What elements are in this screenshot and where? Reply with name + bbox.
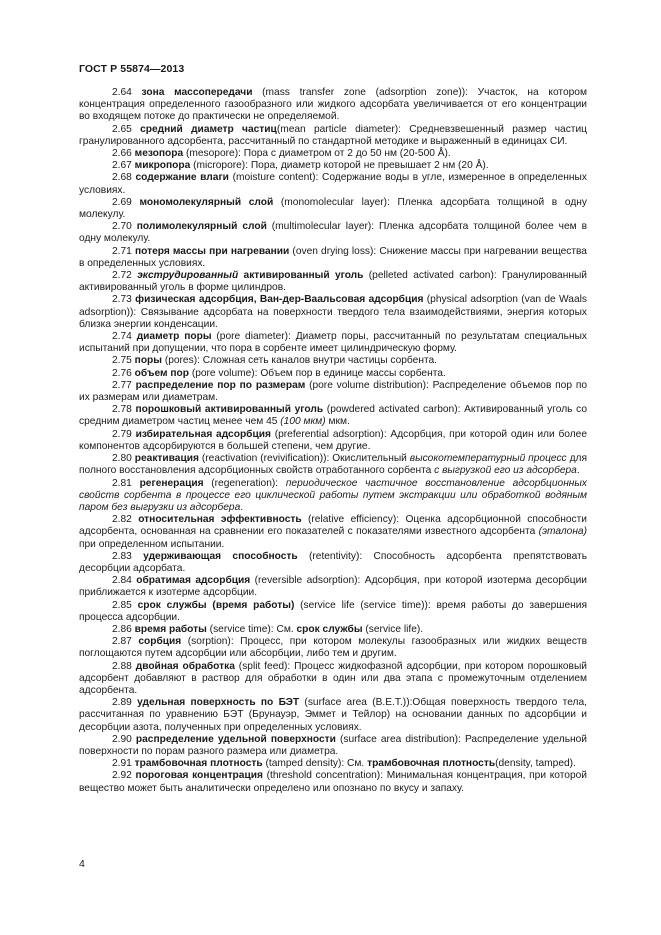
glossary-entry bbox=[79, 575, 587, 599]
glossary-entry bbox=[79, 514, 587, 551]
term-bold: объем пор bbox=[134, 367, 189, 379]
glossary-entry bbox=[79, 197, 587, 221]
definition-text: (service life). bbox=[362, 623, 424, 635]
definition-text: (pelleted activated carbon): Гранулированный активированный уголь в форме цилиндров. bbox=[79, 270, 587, 294]
entry-number: 2.66 bbox=[112, 148, 132, 160]
definition-text: (regeneration): bbox=[203, 477, 286, 489]
definition-text: (sorption): Процесс, при котором молекулы газообразных или жидких веществ поглощаются путем адсорбции или абсорбции, либо тем и другим. bbox=[79, 636, 587, 660]
glossary-entry bbox=[79, 221, 587, 245]
glossary-entry bbox=[79, 160, 587, 172]
glossary-entry bbox=[79, 478, 587, 515]
entry-number: 2.73 bbox=[112, 294, 132, 306]
term-bold: реактивация bbox=[134, 453, 199, 465]
definition-text: (mean particle diameter): Средневзвешенный размер частиц гранулированного адсорбента, рассчитанный по стандартной методике и выраженный в единицах СИ. bbox=[79, 123, 587, 147]
document-header: ГОСТ Р 55874—2013 bbox=[79, 63, 185, 75]
glossary-entry bbox=[79, 600, 587, 624]
glossary-entry bbox=[79, 551, 587, 575]
glossary-entry bbox=[79, 355, 587, 367]
definition-text: (threshold concentration): Минимальная концентрация, при которой вещество может быть аналитически определено или опознано по вкусу и запаху. bbox=[79, 770, 587, 794]
glossary-entry bbox=[79, 404, 587, 428]
term-bold: трамбовочная плотность bbox=[367, 758, 496, 770]
term-bold: обратимая адсорбция bbox=[136, 575, 251, 587]
term-bold: регенерация bbox=[139, 477, 204, 489]
definition-text: (pore volume): Объем пор в единице массы сорбента. bbox=[188, 367, 446, 379]
term-bold: физическая адсорбция, Ван-дер-Ваальсовая адсорбция bbox=[135, 294, 424, 306]
entry-number: 2.87 bbox=[112, 636, 132, 648]
entry-number: 2.69 bbox=[112, 196, 132, 208]
definition-text: (mass transfer zone (adsorption zone)): Участок, на котором концентрация определенного газообразного или жидкого адсорбата увеличивается от его концентрации во входящем потоке до практически не определяемой. bbox=[79, 87, 587, 123]
definition-text: (physical adsorption (van de Waals adsorption)): Связывание адсорбата на поверхности твердого тела взаимодействиями, энергия которых близка энергии конденсации. bbox=[79, 294, 587, 330]
glossary-entry bbox=[79, 368, 587, 380]
definition-text: (relative efficiency): Оценка адсорбционной способности адсорбента, основанная на сравнении его показателей с показателями известного адсорбента bbox=[79, 514, 588, 538]
term-bold: удерживающая способность bbox=[143, 550, 298, 562]
term-bold: распределение пор по размерам bbox=[135, 379, 306, 391]
definition-text: (service time): См. bbox=[206, 623, 297, 635]
definition-text: (monomolecular layer): Пленка адсорбата толщиной в одну молекулу. bbox=[79, 196, 587, 221]
entry-number: 2.85 bbox=[112, 599, 132, 611]
definition-text: . bbox=[576, 465, 580, 477]
definition-text: (surface area (B.E.T.)):Общая поверхность твердого тела, рассчитанная по уравнению БЭТ (Брунауэр, Эммет и Тейлор) на основании данных по адсорбции и десорбции азота, полученных при определенных условиях. bbox=[79, 697, 587, 733]
definition-text: (oven drying loss): Снижение массы при нагревании вещества в определенных условиях. bbox=[79, 245, 587, 269]
term-bold: диаметр поры bbox=[136, 331, 212, 343]
definition-text: (preferential adsorption): Адсорбция, при которой один или более компонентов адсорбируются в большей степени, чем другие. bbox=[79, 428, 587, 452]
text-italic: с выгрузкой его из адсорбера bbox=[434, 465, 577, 477]
definition-text: (powdered activated carbon): Активированный уголь со средним диаметром частиц менее чем 45 bbox=[79, 404, 587, 428]
definition-text: (tamped density): См. bbox=[262, 758, 368, 770]
entry-number: 2.76 bbox=[112, 367, 132, 379]
definition-text: (reactivation (revivification)): Окислительный bbox=[198, 453, 410, 465]
term-bold: мезопора bbox=[134, 148, 184, 160]
definition-text: (density, tamped). bbox=[495, 758, 576, 770]
term-bold: пороговая концентрация bbox=[135, 770, 263, 782]
glossary-entry bbox=[79, 770, 587, 794]
definition-text: для полного восстановления адсорбционных свойств отработанного сорбента bbox=[79, 453, 587, 477]
entry-number: 2.88 bbox=[112, 660, 132, 672]
term-bold: срок службы (время работы) bbox=[137, 599, 295, 611]
term-bold: избирательная адсорбция bbox=[135, 428, 271, 440]
glossary-entry bbox=[79, 453, 587, 477]
entry-number: 2.65 bbox=[112, 123, 132, 135]
definition-text: (service life (service time)): время работы до завершения процесса адсорбции. bbox=[79, 599, 587, 623]
term-bold: активированный уголь bbox=[238, 270, 364, 282]
term-bold: мономолекулярный слой bbox=[139, 196, 274, 208]
definition-text: (mesopore): Пора с диаметром от 2 до 50 нм (20-500 Å). bbox=[183, 148, 451, 160]
entry-number: 2.75 bbox=[112, 355, 132, 367]
entry-number: 2.89 bbox=[112, 697, 132, 709]
glossary-entry bbox=[79, 294, 587, 331]
entry-number: 2.86 bbox=[112, 623, 132, 635]
glossary-entry bbox=[79, 661, 587, 698]
definition-text: (micropore): Пора, диаметр которой не превышает 2 нм (20 Å). bbox=[190, 160, 489, 172]
entry-number: 2.80 bbox=[112, 453, 132, 465]
glossary-entry bbox=[79, 429, 587, 453]
term-bold: распределение удельной поверхности bbox=[135, 733, 336, 745]
entry-number: 2.84 bbox=[112, 575, 132, 587]
entry-number: 2.78 bbox=[112, 404, 132, 416]
glossary-entry bbox=[79, 270, 587, 294]
entry-number: 2.77 bbox=[112, 379, 132, 391]
entry-number: 2.91 bbox=[112, 758, 132, 770]
entry-number: 2.74 bbox=[112, 331, 132, 343]
definition-text: при определенном испытании. bbox=[79, 538, 225, 550]
entry-number: 2.82 bbox=[112, 514, 132, 526]
definition-text: (reversible adsorption): Адсорбция, при которой изотерма десорбции приближается к изотерме адсорбции. bbox=[79, 575, 587, 599]
glossary-entry bbox=[79, 172, 587, 196]
term-bold: относительная эффективность bbox=[138, 514, 302, 526]
entry-number: 2.90 bbox=[112, 733, 132, 745]
term-bold: время работы bbox=[134, 623, 207, 635]
definition-text: (pore diameter): Диаметр поры, рассчитанный по результатам специальных испытаний при допущении, что пора в сорбенте имеет цилиндрическую форму. bbox=[79, 331, 587, 355]
definition-text: (retentivity): Способность адсорбента препятствовать десорбции адсорбата. bbox=[79, 550, 587, 574]
glossary-entry bbox=[79, 624, 587, 636]
definition-text: (surface area distribution): Распределение удельной поверхности по порам разного размера или диаметра. bbox=[79, 733, 587, 757]
glossary-entry bbox=[79, 87, 587, 124]
definition-text: . bbox=[240, 501, 244, 513]
entry-number: 2.83 bbox=[112, 550, 132, 562]
definition-text: (pore volume distribution): Распределение объемов пор по их размерам или диаметрам. bbox=[79, 379, 587, 404]
glossary-entry bbox=[79, 758, 587, 770]
term-bold: удельная поверхность по БЭТ bbox=[137, 697, 300, 709]
glossary-entry bbox=[79, 148, 587, 160]
term-bold: сорбция bbox=[138, 636, 182, 648]
term-bold: трамбовочная плотность bbox=[134, 758, 263, 770]
page-number: 4 bbox=[79, 858, 85, 870]
text-italic: (эталона) bbox=[538, 526, 587, 538]
entry-number: 2.71 bbox=[112, 245, 132, 257]
term-bold: полимолекулярный слой bbox=[136, 221, 267, 233]
term-bold: потеря массы при нагревании bbox=[134, 245, 290, 257]
entry-number: 2.72 bbox=[112, 270, 132, 282]
entry-number: 2.70 bbox=[112, 221, 132, 233]
term-bold: средний диаметр частиц bbox=[140, 123, 277, 135]
text-italic: высокотемпературный процесс bbox=[409, 453, 567, 465]
term-bold: двойная обработка bbox=[135, 660, 235, 672]
entry-number: 2.68 bbox=[112, 172, 132, 184]
text-italic: периодическое частичное восстановление адсорбционных свойств сорбента в процессе его циклической работы путем экстракции или обработкой водяным паром без выгрузки из адсорбера bbox=[79, 477, 587, 513]
glossary-entry bbox=[79, 331, 587, 355]
term-bold: содержание влаги bbox=[135, 172, 229, 184]
term-bold-italic: экструдированный bbox=[137, 270, 239, 282]
glossary-entry bbox=[79, 380, 587, 404]
term-bold: микропора bbox=[134, 160, 191, 172]
entry-number: 2.67 bbox=[112, 160, 132, 172]
glossary-entry bbox=[79, 636, 587, 660]
entry-number: 2.64 bbox=[112, 87, 132, 98]
definition-text: (multimolecular layer): Пленка адсорбата толщиной более чем в одну молекулу. bbox=[79, 221, 588, 245]
definition-text: (pores): Сложная сеть каналов внутри частицы сорбента. bbox=[161, 355, 437, 367]
glossary-content bbox=[79, 87, 587, 795]
entry-number: 2.79 bbox=[112, 428, 132, 440]
term-bold: поры bbox=[134, 355, 162, 367]
entry-number: 2.81 bbox=[112, 477, 132, 489]
glossary-entry bbox=[79, 697, 587, 734]
term-bold: зона массопередачи bbox=[141, 87, 253, 98]
definition-text: (moisture content): Содержание воды в угле, измеренное в определенных условиях. bbox=[79, 172, 587, 196]
text-italic: (100 мкм) bbox=[280, 416, 326, 428]
entry-number: 2.92 bbox=[112, 770, 132, 782]
glossary-entry bbox=[79, 246, 587, 270]
definition-text: (split feed): Процесс жидкофазной адсорбции, при котором порошковый адсорбент добавляют в раствор для обработки в один или два этапа с промежуточным отделением адсорбента. bbox=[79, 660, 587, 696]
term-bold: срок службы bbox=[296, 623, 363, 635]
glossary-entry bbox=[79, 124, 587, 148]
glossary-entry bbox=[79, 734, 587, 758]
definition-text: мкм. bbox=[325, 416, 350, 428]
term-bold: порошковый активированный уголь bbox=[135, 404, 324, 416]
